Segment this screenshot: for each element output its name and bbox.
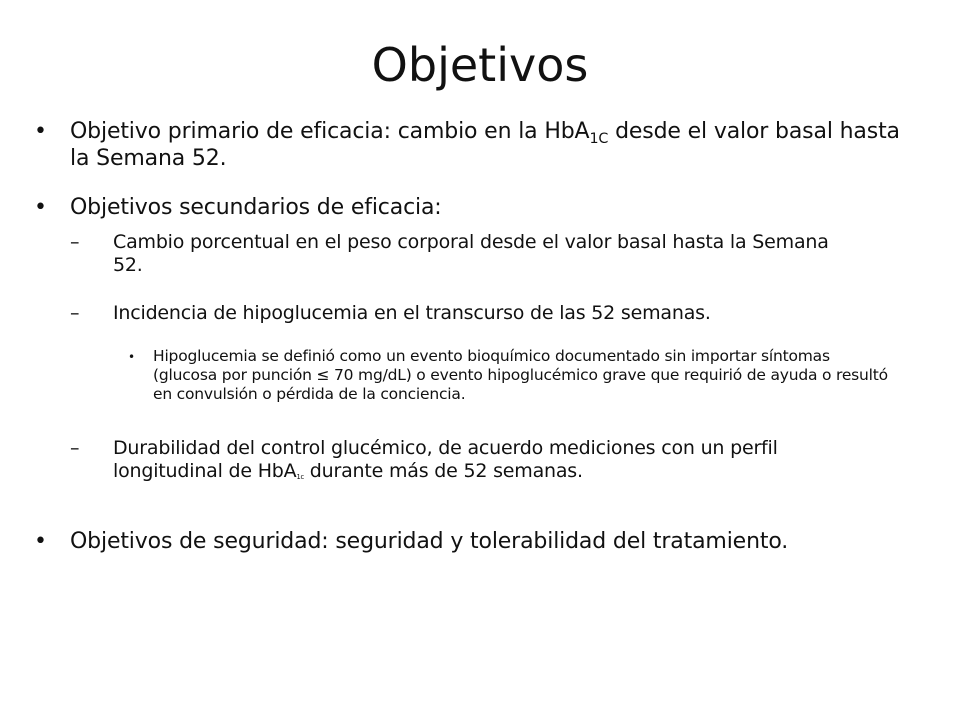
bullet-primary-objective — [34, 118, 900, 172]
bullet-dot: • — [34, 119, 47, 144]
bullet-dash: – — [70, 302, 80, 324]
slide-title: Objetivos — [371, 38, 589, 92]
bullet-dot: • — [34, 195, 47, 220]
bullet-secondary-objectives — [34, 194, 900, 221]
bullet-dot: • — [128, 350, 135, 364]
hypoglycemia-definition — [128, 347, 893, 404]
bullet-dash: – — [70, 437, 80, 459]
secondary-item-hypoglycemia — [70, 302, 873, 325]
secondary-item-2-text: Incidencia de hipoglucemia en el transcurso de las 52 semanas. — [113, 302, 711, 324]
primary-text-post: desde el valor basal hasta la Semana 52. — [70, 119, 900, 171]
safety-text: Objetivos de seguridad: seguridad y tolerabilidad del tratamiento. — [70, 529, 789, 554]
secondary-item-3-post: durante más de 52 semanas. — [303, 460, 583, 482]
bullet-safety-objectives — [34, 528, 910, 555]
primary-text-pre: Objetivo primario de eficacia: cambio en la HbA — [70, 119, 590, 144]
secondary-heading: Objetivos secundarios de eficacia: — [70, 195, 442, 220]
primary-text-sub: 1C — [589, 131, 609, 147]
secondary-item-durability — [70, 437, 893, 483]
secondary-item-3-sub: 1c — [296, 472, 304, 481]
bullet-dash: – — [70, 231, 80, 253]
secondary-item-3-pre: Durabilidad del control glucémico, de acuerdo mediciones con un perfil longitudinal de HbA — [113, 437, 778, 482]
secondary-item-weight — [70, 231, 853, 277]
bullet-dot: • — [34, 529, 47, 554]
hypoglycemia-definition-text: Hipoglucemia se definió como un evento bioquímico documentado sin importar síntomas (glucosa por punción ≤ 70 mg/dL) o evento hipoglucémico grave que requirió de ayuda o resultó en convulsión o pérdida de la conciencia. — [153, 347, 888, 403]
secondary-item-1-text: Cambio porcentual en el peso corporal desde el valor basal hasta la Semana 52. — [113, 231, 829, 276]
